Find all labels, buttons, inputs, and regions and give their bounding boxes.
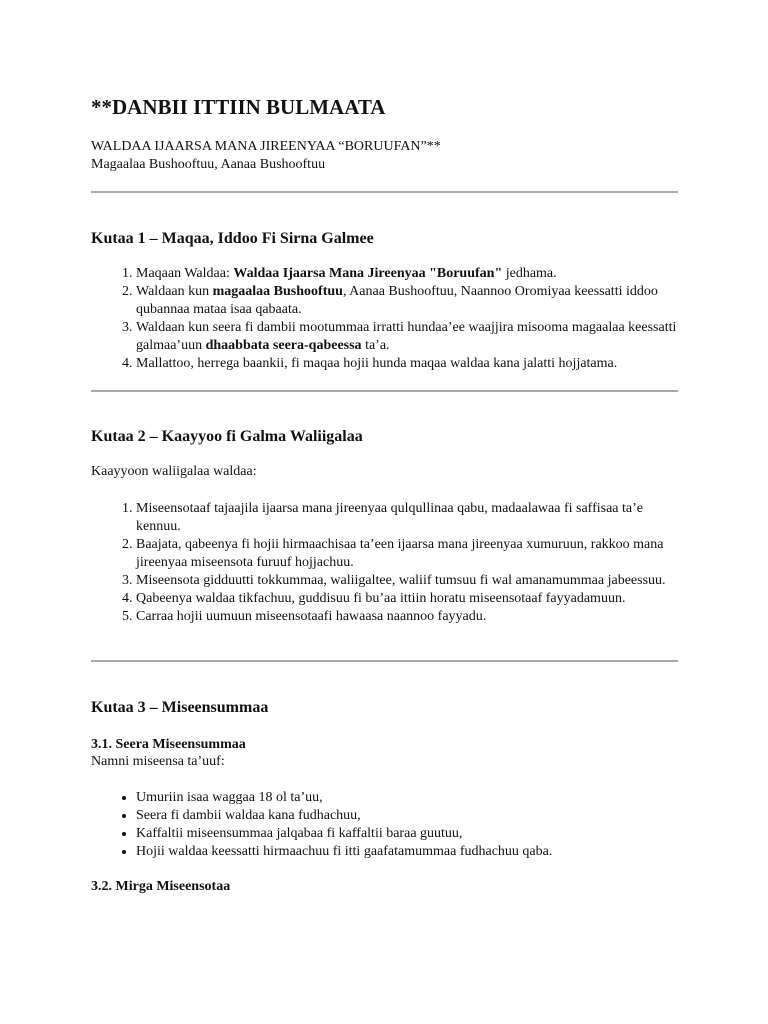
document-subheader	[91, 138, 441, 174]
section-2-heading: Kutaa 2 – Kaayyoo fi Galma Waliigalaa	[91, 428, 363, 445]
section-2-list	[91, 500, 678, 626]
section-3-heading: Kutaa 3 – Miseensummaa	[91, 699, 269, 716]
subsection-3-2-heading: 3.2. Mirga Miseensotaa	[91, 879, 231, 894]
association-location: Magaalaa Bushooftuu, Aanaa Bushooftuu	[91, 157, 326, 172]
list-item: 3. Miseensota gidduutti tokkummaa, waliigaltee, waliif tumsuu fi wal amanamummaa jabeessuu.	[136, 572, 678, 590]
list-item: • Kaffaltii miseensummaa jalqabaa fi kaffaltii baraa guutuu,	[136, 825, 678, 843]
list-item: 4. Qabeenya waldaa tikfachuu, guddisuu fi bu’aa ittiin horatu miseensotaaf fayyadamuun.	[136, 590, 678, 608]
subsection-3-1-list	[91, 789, 678, 861]
section-2-intro: Kaayyoon waliigalaa waldaa:	[91, 464, 257, 479]
list-item: 1. Maqaan Waldaa: Waldaa Ijaarsa Mana Jireenyaa "Boruufan" jedhama.	[136, 265, 678, 283]
list-item: 4. Mallattoo, herrega baankii, fi maqaa hojii hunda maqaa waldaa kana jalatti hojjatama.	[136, 355, 678, 373]
list-item: • Hojii waldaa keessatti hirmaachuu fi itti gaafatamummaa fudhachuu qaba.	[136, 843, 678, 861]
divider	[91, 191, 678, 193]
divider	[91, 660, 678, 662]
section-1-heading: Kutaa 1 – Maqaa, Iddoo Fi Sirna Galmee	[91, 230, 374, 247]
divider	[91, 390, 678, 392]
list-item: • Seera fi dambii waldaa kana fudhachuu,	[136, 807, 678, 825]
list-item: 1. Miseensotaaf tajaajila ijaarsa mana jireenyaa qulqullinaa qabu, madaalawaa fi saffisaa ta’e kennuu.	[136, 500, 678, 536]
list-item: 2. Waldaan kun magaalaa Bushooftuu, Aanaa Bushooftuu, Naannoo Oromiyaa keessatti iddoo qubannaa mataa isaa qabaata.	[136, 283, 678, 319]
list-item: 2. Baajata, qabeenya fi hojii hirmaachisaa ta’een ijaarsa mana jireenyaa xumuruun, rakkoo mana jireenyaa miseensota furuuf hojjachuu.	[136, 536, 678, 572]
list-item: • Umuriin isaa waggaa 18 ol ta’uu,	[136, 789, 678, 807]
section-1-list	[91, 265, 678, 373]
association-name: WALDAA IJAARSA MANA JIREENYAA “BORUUFAN”**	[91, 139, 441, 154]
subsection-3-1-heading: 3.1. Seera Miseensummaa	[91, 737, 246, 752]
list-item: 5. Carraa hojii uumuun miseensotaafi hawaasa naannoo fayyadu.	[136, 608, 678, 626]
subsection-3-1-intro: Namni miseensa ta’uuf:	[91, 754, 225, 769]
list-item: 3. Waldaan kun seera fi dambii mootummaa irratti hundaa’ee waajjira misooma magaalaa keessatti galmaa’uun dhaabbata seera-qabeessa ta’a.	[136, 319, 678, 355]
document-title: **DANBII ITTIIN BULMAATA	[91, 95, 386, 119]
